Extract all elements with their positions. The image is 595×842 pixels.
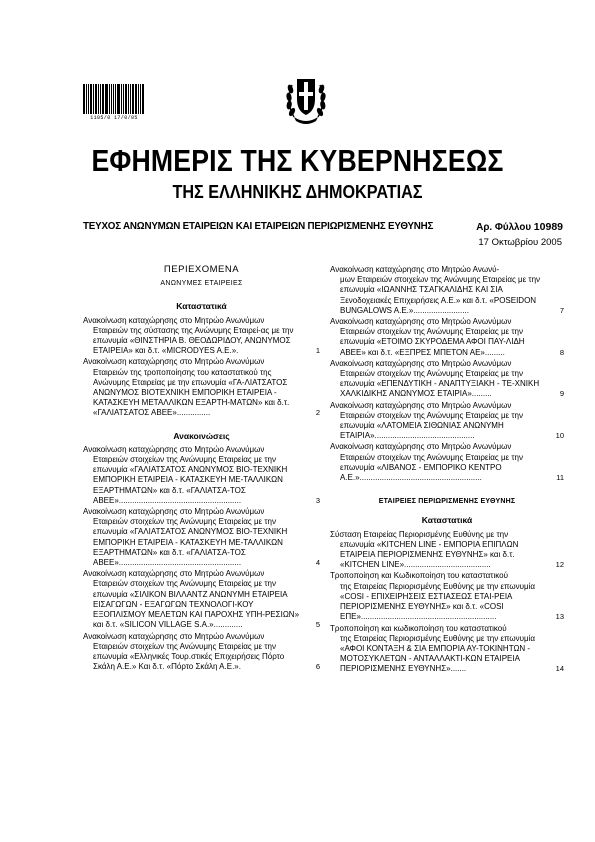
issue-line xyxy=(83,221,563,232)
entry-text: Εταιρειών στοιχείων της Ανώνυμης Εταιρείας με την επωνυμία «Ελληνικές Τουρ.στικές Επιχειρήσεις Πόρτο Σκάλη Α.Ε.» Και δ.τ. «Πόρτο Σκάλη Α.Ε.». xyxy=(93,641,285,672)
entry-text: Εταιρειών στοιχείων της Ανώνυμης Εταιρείας με την επωνυμία «ΕΠΕΝΔΥΤΙΚΗ - ΑΝΑΠΤΥΞΙΑΚΗ - ΤΕ-ΧΝΙΚΗ ΧΑΛΚΙΔΙΚΗΣ ΑΝΩΝΥΜΟΣ ΕΤΑΙΡΙΑ»......... xyxy=(340,369,540,399)
entry-page-number: 1 xyxy=(315,346,320,356)
entry-first-line: Ανακοίνωση καταχώρησης στο Μητρώο Ανωνύμων xyxy=(83,357,265,367)
barcode-bar xyxy=(83,84,85,114)
entry-text: Εταιρειών στοιχείων της Ανώνυμης Εταιρείας με την επωνυμία «ΕΤΟΙΜΟ ΣΚΥΡΟΔΕΜΑ ΑΦΟΙ ΠΑΥ-ΛΙΔΗ ΑΒΕΕ» και δ.τ. «ΕΞΠΡΕΣ ΜΠΕΤΟΝ ΑΕ»......... xyxy=(340,327,525,357)
barcode-bar xyxy=(93,84,94,114)
barcode xyxy=(83,84,145,120)
gazette-subtitle: ΤΗΣ ΕΛΛΗΝΙΚΗΣ ΔΗΜΟΚΡΑΤΙΑΣ xyxy=(172,182,423,202)
barcode-bar xyxy=(90,84,93,114)
entry-page-number: 6 xyxy=(315,662,320,672)
barcode-bar xyxy=(102,84,104,114)
barcode-bar xyxy=(123,84,124,114)
entry-first-line: Ανακοίνωση καταχώρησης στο Μητρώο Ανωνύμων xyxy=(83,631,265,641)
announcements-list xyxy=(83,445,320,672)
entry-first-line: Ανακοίνωση καταχώρησης στο Μητρώο Ανωνύμων xyxy=(330,400,512,410)
barcode-bar xyxy=(111,84,112,114)
entry-first-line: Σύσταση Εταιρείας Περιορισμένης Ευθύνης με την xyxy=(330,529,509,539)
barcode-bar xyxy=(132,84,135,114)
contents-entry xyxy=(330,442,564,483)
entry-text: μων Εταιρειών στοιχείων της Ανώνυμης Εταιρείας με την επωνυμία «ΙΩΑΝΝΗΣ ΤΣΑΓΚΑΛΙΔΗΣ ΚΑΙ ΣΙΑ Ξενοδοχειακές Επιχειρήσεις Α.Ε.» και δ.τ. «POSEIDON BUNGALOWS A.E.»......................... xyxy=(340,275,541,315)
entry-page-number: 2 xyxy=(315,408,320,418)
entry-page-number: 4 xyxy=(315,558,320,568)
barcode-bar xyxy=(95,84,97,114)
entry-page-number: 5 xyxy=(315,620,320,630)
barcode-bar xyxy=(113,84,115,114)
barcode-bar xyxy=(142,84,144,114)
issue-type: ΤΕΥΧΟΣ ΑΝΩΝΥΜΩΝ ΕΤΑΙΡΕΙΩΝ ΚΑΙ ΕΤΑΙΡΕΙΩΝ ΠΕΡΙΩΡΙΣΜΕΝΗΣ ΕΥΘΥΝΗΣ xyxy=(83,221,434,232)
entry-page-number: 12 xyxy=(555,560,564,570)
epe-list xyxy=(330,530,564,675)
category-statutes-epe: Καταστατικά xyxy=(421,515,473,526)
coat-of-arms-emblem xyxy=(286,65,326,129)
barcode-bar xyxy=(138,84,139,114)
sheet-number: 10989 xyxy=(533,221,563,233)
contents-entry xyxy=(330,624,564,675)
entry-first-line: Ανακοίνωση καταχώρησης στο Μητρώο Ανωνύμων xyxy=(83,507,265,517)
contents-entry xyxy=(83,316,320,357)
barcode-bar xyxy=(109,84,110,114)
barcode-bar xyxy=(88,84,89,114)
contents-right-column xyxy=(330,265,564,676)
statutes-list xyxy=(83,316,320,419)
entry-first-line: Ανακοίνωση καταχώρησης στο Μητρώο Ανωνύμων xyxy=(330,442,512,452)
barcode-bar xyxy=(135,84,137,114)
entry-page-number: 8 xyxy=(559,347,564,357)
barcode-bar xyxy=(100,84,101,114)
contents-entry xyxy=(83,507,320,568)
section-ae-heading: ΑΝΩΝΥΜΕΣ ΕΤΑΙΡΕΙΕΣ xyxy=(160,280,243,288)
issue-date: 17 Οκτωβρίου 2005 xyxy=(478,237,562,248)
entry-page-number: 10 xyxy=(555,431,564,441)
entry-first-line: Τροποποίηση και κωδικοποίηση του καταστατικού xyxy=(330,623,507,633)
sheet-label: Αρ. Φύλλου xyxy=(476,222,532,233)
category-announcements: Ανακοινώσεις xyxy=(173,430,230,441)
entry-first-line: Ανακοίνωση καταχώρησης στο Μητρώο Ανωνύμων xyxy=(83,569,265,579)
barcode-number: 1105/0 17/0/05 xyxy=(90,115,138,121)
barcode-bar xyxy=(86,84,87,114)
barcode-bar xyxy=(105,84,108,114)
barcode-bar xyxy=(98,84,99,114)
entry-text: Εταιρειών στοιχείων της Ανώνυμης Εταιρείας με την επωνυμία «ΓΑΛΙΑΤΣΑΤΟΣ ΑΝΩΝΥΜΟΣ ΒΙΟ-ΤΕΧΝΙΚΗ ΕΜΠΟΡΙΚΗ ΕΤΑΙΡΕΙΑ - ΚΑΤΑΣΚΕΥΗ ΜΕ-ΤΑΛΛΙΚΩΝ ΕΞΑΡΤΗΜΑΤΩΝ» και δ.τ. «ΓΑΛΙΑΤΣΑ-ΤΟΣ ΑΒΕΕ»....................................................... xyxy=(93,517,288,568)
sheet-number-block xyxy=(476,221,563,233)
entry-first-line: Τροποποίηση και Κωδικοποίηση του καταστατικού xyxy=(330,571,508,581)
entry-text: Εταιρειών στοιχείων της Ανώνυμης Εταιρείας με την επωνυμία «ΣΙΛΙΚΟΝ ΒΙΛΛΑΝΤΖ ΑΝΩΝΥΜΗ ΕΤΑΙΡΕΙΑ ΕΙΣΑΓΩΓΩΝ - ΕΞΑΓΩΓΩΝ ΤΕΧΝΟΛΟΓΙ-ΚΟΥ ΕΞΟΠΛΙΣΜΟΥ ΜΕΛΕΤΩΝ ΚΑΙ ΠΑΡΟΧΗΣ ΥΠΗ-ΡΕΣΙΩΝ» και δ.τ. «SILICON VILLAGE S.A.»............. xyxy=(93,579,300,630)
barcode-bar xyxy=(140,84,141,114)
entry-first-line: Ανακοίνωση καταχώρησης στο Μητρώο Ανωνύμων xyxy=(83,315,265,325)
barcode-bar xyxy=(128,84,129,114)
contents-entry xyxy=(330,265,564,316)
entry-text: Εταιρειών στοιχείων της Ανώνυμης Εταιρείας με την επωνυμία «ΓΑΛΙΑΤΣΑΤΟΣ ΑΝΩΝΥΜΟΣ ΒΙΟ-ΤΕΧΝΙΚΗ ΕΜΠΟΡΙΚΗ ΕΤΑΙΡΕΙΑ - ΚΑΤΑΣΚΕΥΗ ΜΕ-ΤΑΛΛΙΚΩΝ ΕΞΑΡΤΗΜΑΤΩΝ» και δ.τ. «ΓΑΛΙΑΤΣΑ-ΤΟΣ ΑΒΕΕ»....................................................... xyxy=(93,455,288,505)
entry-text: της Εταιρείας Περιορισμένης Ευθύνης με την επωνυμία «COSI - ΕΠΙΧΕΙΡΗΣΕΙΣ ΕΣΤΙΑΣΕΩΣ ΕΤΑΙ-ΡΕΙΑ ΠΕΡΙΟΡΙΣΜΕΝΗΣ ΕΥΘΥΝΗΣ» και δ.τ. «COSI ΕΠΕ»............................................................. xyxy=(340,581,536,622)
entry-text: Εταιρειών στοιχείων της Ανώνυμης Εταιρείας με την επωνυμία «ΛΑΤΟΜΕΙΑ ΣΙΘΩΝΙΑΣ ΑΝΩΝΥΜΗ ΕΤΑΙΡΙΑ»............................................. xyxy=(340,410,523,441)
contents-entry xyxy=(330,359,564,400)
contents-left-column xyxy=(83,265,320,673)
entry-text: επωνυμία «KITCHEN LINE - ΕΜΠΟΡΙΑ ΕΠΙΠΛΩΝ ΕΤΑΙΡΕΙΑ ΠΕΡΙΟΡΙΣΜΕΝΗΣ ΕΥΘΥΝΗΣ» και δ.τ. «KITCHEN LINE»....................................... xyxy=(340,539,519,570)
contents-entry xyxy=(83,445,320,506)
contents-heading: ΠΕΡΙΕΧΟΜΕΝΑ xyxy=(163,264,240,275)
contents-entry xyxy=(330,571,564,622)
barcode-bar xyxy=(121,84,122,114)
entry-first-line: Ανακοίνωση καταχώρησης στο Μητρώο Ανωνύ- xyxy=(330,265,500,274)
entry-page-number: 9 xyxy=(559,389,564,399)
contents-entry xyxy=(83,357,320,418)
contents-entry xyxy=(83,569,320,630)
section-epe-heading: ΕΤΑΙΡΕΙΕΣ ΠΕΡΙΩΡΙΣΜΕΝΗΣ ΕΥΘΥΝΗΣ xyxy=(378,498,516,506)
contents-entry xyxy=(330,401,564,442)
barcode-bars xyxy=(83,84,145,114)
entry-text: της Εταιρείας Περιορισμένης Ευθύνης με την επωνυμία «ΑΦΟΙ ΚΟΝΤΑΞΗ & ΣΙΑ ΕΜΠΟΡΙΑ ΑΥ-ΤΟΚΙΝΗΤΩΝ - ΜΟΤΟΣΥΚΛΕΤΩΝ - ΑΝΤΑΛΛΑΚΤΙ-ΚΩΝ ΕΤΑΙΡΕΙΑ ΠΕΡΙΟΡΙΣΜΕΝΗΣ ΕΥΘΥΝΗΣ»....... xyxy=(340,633,536,674)
entry-page-number: 14 xyxy=(555,664,564,674)
entry-page-number: 11 xyxy=(556,473,564,483)
entry-page-number: 13 xyxy=(555,612,564,622)
entry-page-number: 7 xyxy=(559,305,564,315)
barcode-bar xyxy=(117,84,120,114)
entry-first-line: Ανακοίνωση καταχώρησης στο Μητρώο Ανωνύμων xyxy=(330,358,512,368)
entry-first-line: Ανακοίνωση καταχώρησης στο Μητρώο Ανωνύμων xyxy=(83,444,265,454)
entry-first-line: Ανακοίνωση καταχώρησης στο Μητρώο Ανωνύμων xyxy=(330,317,512,327)
entry-text: Εταιρειών της τροποποίησης του καταστατικού της Ανώνυμης Εταιρείας με την επωνυμία «ΓΑ-ΛΙΑΤΣΑΤΟΣ ΑΝΩΝΥΜΟΣ ΒΙΟΤΕΧΝΙΚΗ ΕΜΠΟΡΙΚΗ ΕΤΑΙΡΕΙΑ - ΚΑΤΑΣΚΕΥΗ ΜΕΤΑΛΛΙΚΩΝ ΕΞΑΡΤΗ-ΜΑΤΩΝ» και δ.τ. «ΓΑΛΙΑΤΣΑΤΟΣ ΑΒΕΕ»............... xyxy=(93,367,290,418)
entry-text: Εταιρειών στοιχείων της Ανώνυμης Εταιρείας με την επωνυμία «ΛΙΒΑΝΟΣ - ΕΜΠΟΡΙΚΟ ΚΕΝΤΡΟ Α.Ε.»....................................................... xyxy=(340,452,523,483)
barcode-bar xyxy=(125,84,127,114)
barcode-bar xyxy=(115,84,116,114)
contents-entry xyxy=(330,530,564,571)
gazette-title: ΕΦΗΜΕΡΙΣ ΤΗΣ ΚΥΒΕΡΝΗΣΕΩΣ xyxy=(91,143,504,178)
barcode-bar xyxy=(130,84,131,114)
category-statutes: Καταστατικά xyxy=(176,301,227,312)
announcements-list-continued xyxy=(330,265,564,483)
entry-page-number: 3 xyxy=(315,495,320,505)
contents-entry xyxy=(330,317,564,358)
entry-text: Εταιρειών της σύστασης της Ανώνυμης Εταιρεί-ας με την επωνυμία «ΘΙΝΣΤΗΡΙΑ Β. ΘΕΟΔΩΡΙΔΟΥ, ΑΝΩΝΥΜΟΣ ΕΤΑΙΡΕΙΑ» και δ.τ. «MICRODYES A.E.». xyxy=(93,325,294,356)
contents-entry xyxy=(83,632,320,673)
